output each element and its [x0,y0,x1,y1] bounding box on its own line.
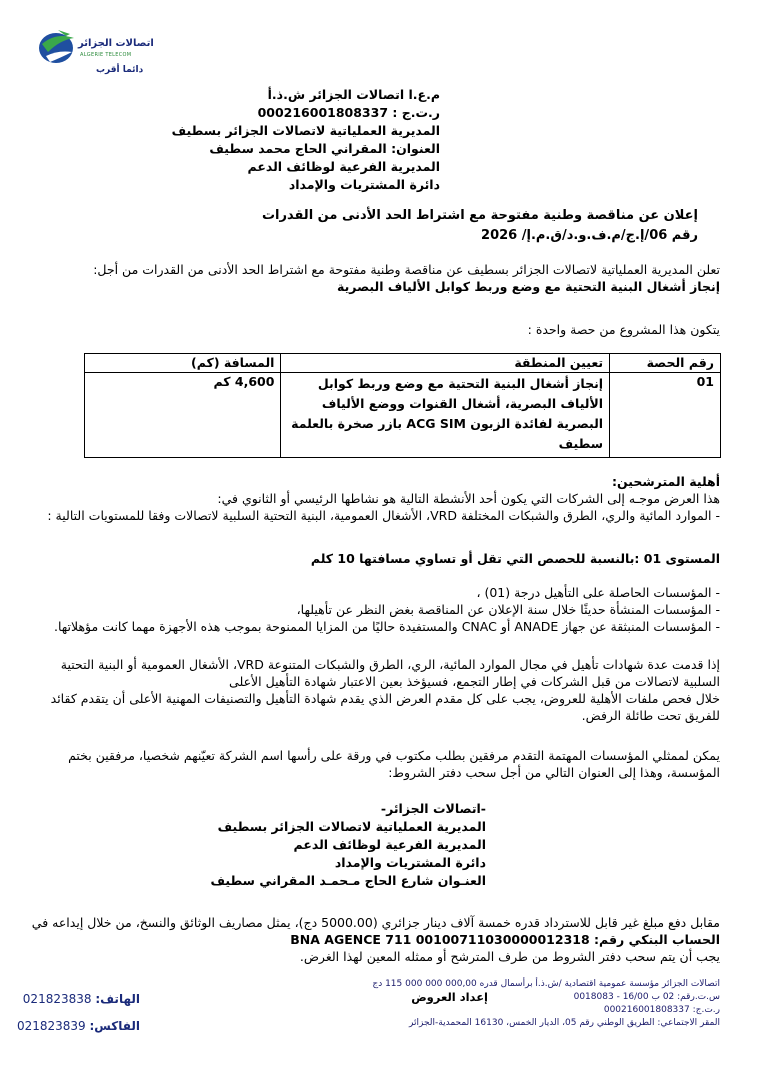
header-lot: رقم الحصة [610,354,721,373]
cell-dist: 4,600 كم [85,373,281,458]
address-line-2: المديرية العملياتية لاتصالات الجزائر بسطيف [217,819,486,834]
fax-contact [16,1019,140,1033]
table-row [85,373,721,458]
footer-line-3: ر.ت.ج: 000216001808337 [603,1005,720,1015]
title-line-1: إعلان عن مناقصة وطنية مفتوحة مع اشتراط الحد الأدنى من القدرات [261,208,698,223]
header-line-4: العنوان: المقراني الحاج محمد سطيف [209,141,440,156]
tender-title [58,206,698,246]
note-paragraph-2: خلال فحص ملفات الأهلية للعروض، يجب على كل مقدم العرض الذي يقدم شهادة التأهيل والتصنيفات المهنية الأعلى أن يتقدم كقائد للفريق تحت طائلة الرفض. [50,691,720,723]
footer-line-1: اتصالات الجزائر مؤسسة عمومية اقتصادية /ش.ذ.أ برأسمال قدره 000,00 000 000 115 دج [372,979,720,989]
eligibility-line-2: - الموارد المائية والري، الطرق والشبكات المختلفة VRD، الأشغال العمومية، البنية التحتية السلبية لاتصالات وفقا للمستويات التالية : [47,508,720,523]
intro-paragraph [40,261,720,295]
header-line-2: ر.ت.ج : 000216001808337 [257,105,440,120]
eligibility-heading: أهلية المترشحين: [612,474,720,489]
payment-line-1: مقابل دفع مبلغ غير قابل للاسترداد قدره خمسة آلاف دينار جزائري (5000.00 دج)، يمثل مصاريف الوثائق والنسخ، من خلال إيداعه في [31,915,720,930]
header-desc: تعيين المنطقة [281,354,610,373]
header-line-6: دائرة المشتريات والإمداد [288,177,440,192]
issuer-header [40,86,440,194]
header-line-3: المديرية العملياتية لاتصالات الجزائر بسطيف [171,123,440,138]
phone-label: الهاتف: [95,992,140,1006]
payment-section [30,914,720,965]
cell-lot: 01 [610,373,721,458]
cell-desc: إنجاز أشغال البنية التحتية مع وضع وربط كوابل الألياف البصرية، أشغال القنوات ووضع الألياف البصرية لفائدة الزبون ACG SIM بازر صخرة بالعلمة سطيف [281,373,610,458]
address-line-3: المديرية الفرعية لوظائف الدعم [293,837,486,852]
lots-table [84,353,721,458]
logo-brand-ar: اتصالات الجزائر [78,38,154,49]
list-item: - المؤسسات المنبثقة عن جهاز ANADE أو CNAC والمستفيدة حاليًا من المزايا الممنوحة بموجب هذه الأجهزة مهما كانت مؤهلاتها. [53,619,720,634]
logo-slogan: دائما أقرب [96,65,144,75]
address-block [186,800,486,890]
prepared-label: إعداد العروض [411,990,488,1004]
phone-number: 021823838 [22,992,92,1006]
note-paragraph-1: إذا قدمت عدة شهادات تأهيل في مجال الموارد المائية، الري، الطرق والشبكات المتنوعة VRD، الأشغال العمومية أو البنية التحتية السلبية لاتصالات من قبل الشركات في إطار التجمع، فسيؤخذ بعين الاعتبار شهادة التأهيل الأعلى [60,657,720,689]
list-item: - المؤسسات المنشأة حديثًا خلال سنة الإعلان عن المناقصة بغض النظر عن تأهيلها، [296,602,720,617]
footer-line-4: المقر الاجتماعي: الطريق الوطني رقم 05، الديار الخمس، 16130 المحمدية-الجزائر [409,1018,720,1028]
header-dist: المسافة (كم) [85,354,281,373]
company-footer [260,978,720,1030]
footer-line-2: س.ت.رقم: 02 ب 16/00 - 0018083 [573,992,720,1002]
bank-account: الحساب البنكي رقم: BNA AGENCE 711 00100711030000012318 [290,932,720,947]
fax-number: 021823839 [16,1019,86,1033]
logo-brand-en: ALGERIE TELECOM [80,52,132,58]
table-header-row [85,354,721,373]
level-heading: المستوى 01 :بالنسبة للحصص التي تقل أو تساوي مسافتها 10 كلم [310,551,720,566]
eligibility-line-1: هذا العرض موجـه إلى الشركات التي يكون أحد الأنشطة التالية هو نشاطها الرئيسي أو الثانوي في: [217,491,720,506]
phone-contact [22,992,140,1006]
address-line-5: العنـوان شارع الحاج مـحمـد المقراني سطيف [210,873,486,888]
fax-label: الفاكس: [89,1019,140,1033]
list-item: - المؤسسات الحاصلة على التأهيل درجة (01) ، [476,585,720,600]
address-line-4: دائرة المشتريات والإمداد [334,855,486,870]
title-line-2: رقم 06/إ.ج/م.ف.و.د/ق.م.إ/ 2026 [481,228,698,243]
company-logo [34,22,154,84]
address-line-1: -اتصالات الجزائر- [380,801,486,816]
payment-line-3: يجب أن يتم سحب دفتر الشروط من طرف المترشح أو ممثله المعين لهذا الغرض. [299,949,720,964]
intro-project-name: إنجاز أشغال البنية التحتية مع وضع وربط كوابل الألياف البصرية [337,279,720,294]
header-line-1: م.ع.ا اتصالات الجزائر ش.ذ.أ [267,87,440,102]
header-line-5: المديرية الفرعية لوظائف الدعم [247,159,440,174]
logo-mark-icon [36,26,78,66]
eligibility-section [30,473,720,524]
withdraw-paragraph: يمكن لممثلي المؤسسات المهتمة التقدم مرفقين بطلب مكتوب في ورقة على رأسها اسم الشركة تعيّنهم شخصيا، مرفقين بختم المؤسسة، وهذا إلى العنوان التالي من أجل سحب دفتر الشروط: [68,748,720,780]
conditions-list [30,584,720,635]
lots-intro: يتكون هذا المشروع من حصة واحدة : [527,322,720,337]
notes-section [40,656,720,724]
intro-line-1: تعلن المديرية العملياتية لاتصالات الجزائر بسطيف عن مناقصة وطنية مفتوحة مع اشتراط الحد الأدنى من القدرات من أجل: [93,262,720,277]
